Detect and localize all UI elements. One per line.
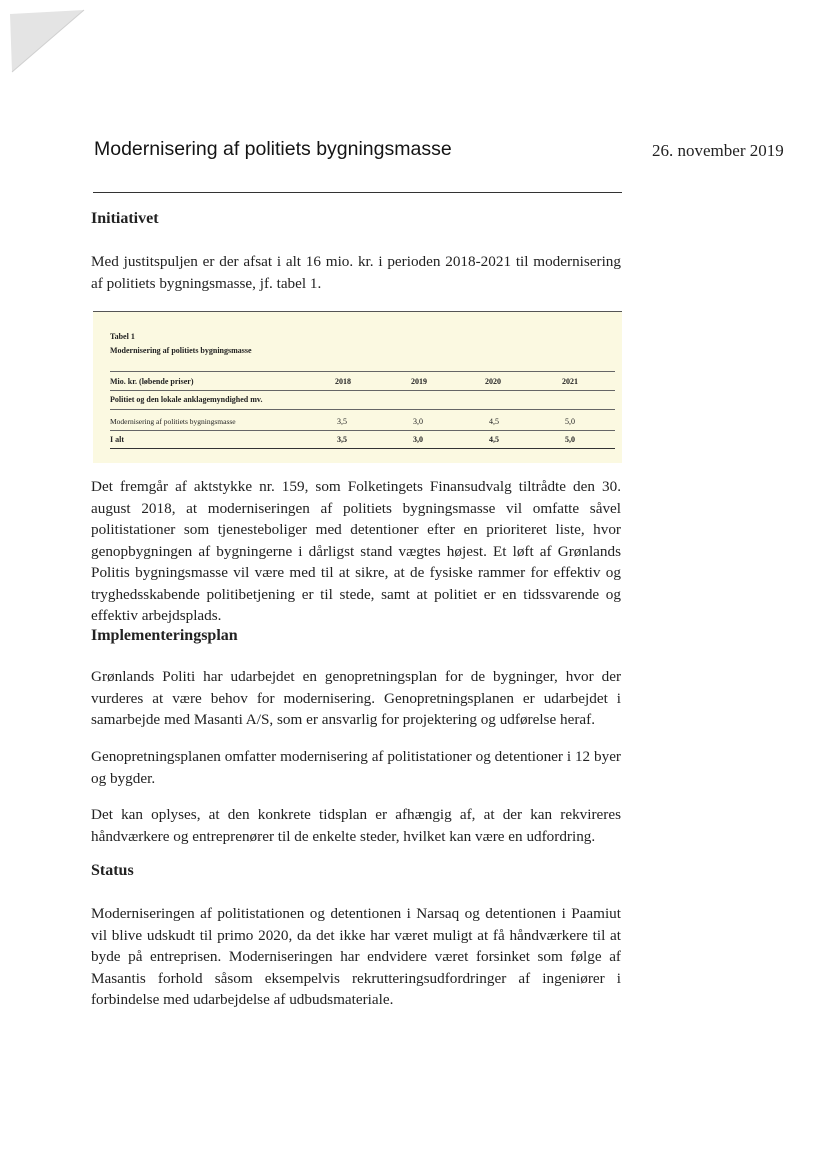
table-top-rule	[93, 311, 622, 312]
table-cell: 5,0	[565, 417, 575, 426]
table-cell: 3,5	[337, 417, 347, 426]
paragraph-initiativet-text: Med justitspuljen er der afsat i alt 16 mio. kr. i perioden 2018-2021 til modernisering af politiets bygningsmasse, jf. tabel 1.	[91, 253, 621, 292]
paragraph-aktstykke-text: Det fremgår af aktstykke nr. 159, som Folketingets Finansudvalg tiltrådte den 30. august 2018, at moderniseringen af politiets bygningsmasse vil omfatte såvel politistationer som tjenesteboliger med detentioner efter en prioriteret liste, hvor genopbygningen af bygningerne i dårligst stand vægtes højest. Et løft af Grønlands Politis bygningsmasse vil være med til at sikre, at de fysiske rammer for effektiv og tryghedsskabende politibetjening er til stede, samt at politiet er en tidssvarende og effektiv arbejdsplads.	[91, 478, 621, 624]
document-date: 26. november 2019	[652, 141, 784, 160]
table-group-label: Politiet og den lokale anklagemyndighed mv.	[110, 395, 263, 404]
table-total-cell: 3,0	[413, 435, 423, 444]
table-label: Tabel 1	[110, 332, 135, 341]
table-header-rule	[110, 371, 615, 372]
table-rule	[110, 430, 615, 431]
paragraph-initiativet	[91, 251, 621, 294]
table-total-cell: 3,5	[337, 435, 347, 444]
table-1	[93, 311, 622, 463]
table-cell: 3,0	[413, 417, 423, 426]
paragraph-status-text: Moderniseringen af politistationen og detentionen i Narsaq og detentionen i Paamiut vil blive udskudt til primo 2020, da det ikke har været muligt at få håndværkere til at byde på entreprisen. Moderniseringen har endvidere været forsinket som følge af Masantis forhold såsom eksempelvis rekrutteringsudfordringer af ingeniører i forbindelse med udarbejdelse af udbudsmateriale.	[91, 905, 621, 1008]
heading-initiativet: Initiativet	[91, 210, 159, 227]
heading-status: Status	[91, 862, 134, 879]
table-background	[93, 311, 622, 463]
paragraph-aktstykke	[91, 476, 621, 627]
table-total-label: I alt	[110, 435, 124, 444]
page-corner-fold	[0, 0, 90, 80]
paragraph-byer-text: Genopretningsplanen omfatter modernisering af politistationer og detentioner i 12 byer og bygder.	[91, 748, 621, 787]
table-rule	[110, 390, 615, 391]
paragraph-status	[91, 903, 621, 1011]
paragraph-tidsplan-text: Det kan oplyses, at den konkrete tidsplan er afhængig af, at der kan rekvireres håndværkere og entreprenører til de enkelte steder, hvilket kan være en udfordring.	[91, 806, 621, 845]
table-total-cell: 5,0	[565, 435, 575, 444]
heading-implementeringsplan: Implementeringsplan	[91, 627, 238, 644]
table-unit-header: Mio. kr. (løbende priser)	[110, 377, 194, 386]
table-bottom-rule	[110, 448, 615, 449]
table-year-2021: 2021	[562, 377, 578, 386]
header-rule	[93, 192, 622, 193]
table-year-2018: 2018	[335, 377, 351, 386]
table-total-cell: 4,5	[489, 435, 499, 444]
paragraph-byer	[91, 746, 621, 789]
paragraph-tidsplan	[91, 804, 621, 847]
table-cell: 4,5	[489, 417, 499, 426]
document-title: Modernisering af politiets bygningsmasse	[94, 138, 452, 160]
table-year-2019: 2019	[411, 377, 427, 386]
table-rule	[110, 409, 615, 410]
table-year-2020: 2020	[485, 377, 501, 386]
table-row-label: Modernisering af politiets bygningsmasse	[110, 417, 236, 426]
paragraph-genopretningsplan-text: Grønlands Politi har udarbejdet en genopretningsplan for de bygninger, hvor der vurderes at være behov for modernisering. Genopretningsplanen er udarbejdet i samarbejde med Masanti A/S, som er ansvarlig for projektering og udførelse heraf.	[91, 668, 621, 728]
table-caption: Modernisering af politiets bygningsmasse	[110, 346, 252, 355]
paragraph-genopretningsplan	[91, 666, 621, 731]
